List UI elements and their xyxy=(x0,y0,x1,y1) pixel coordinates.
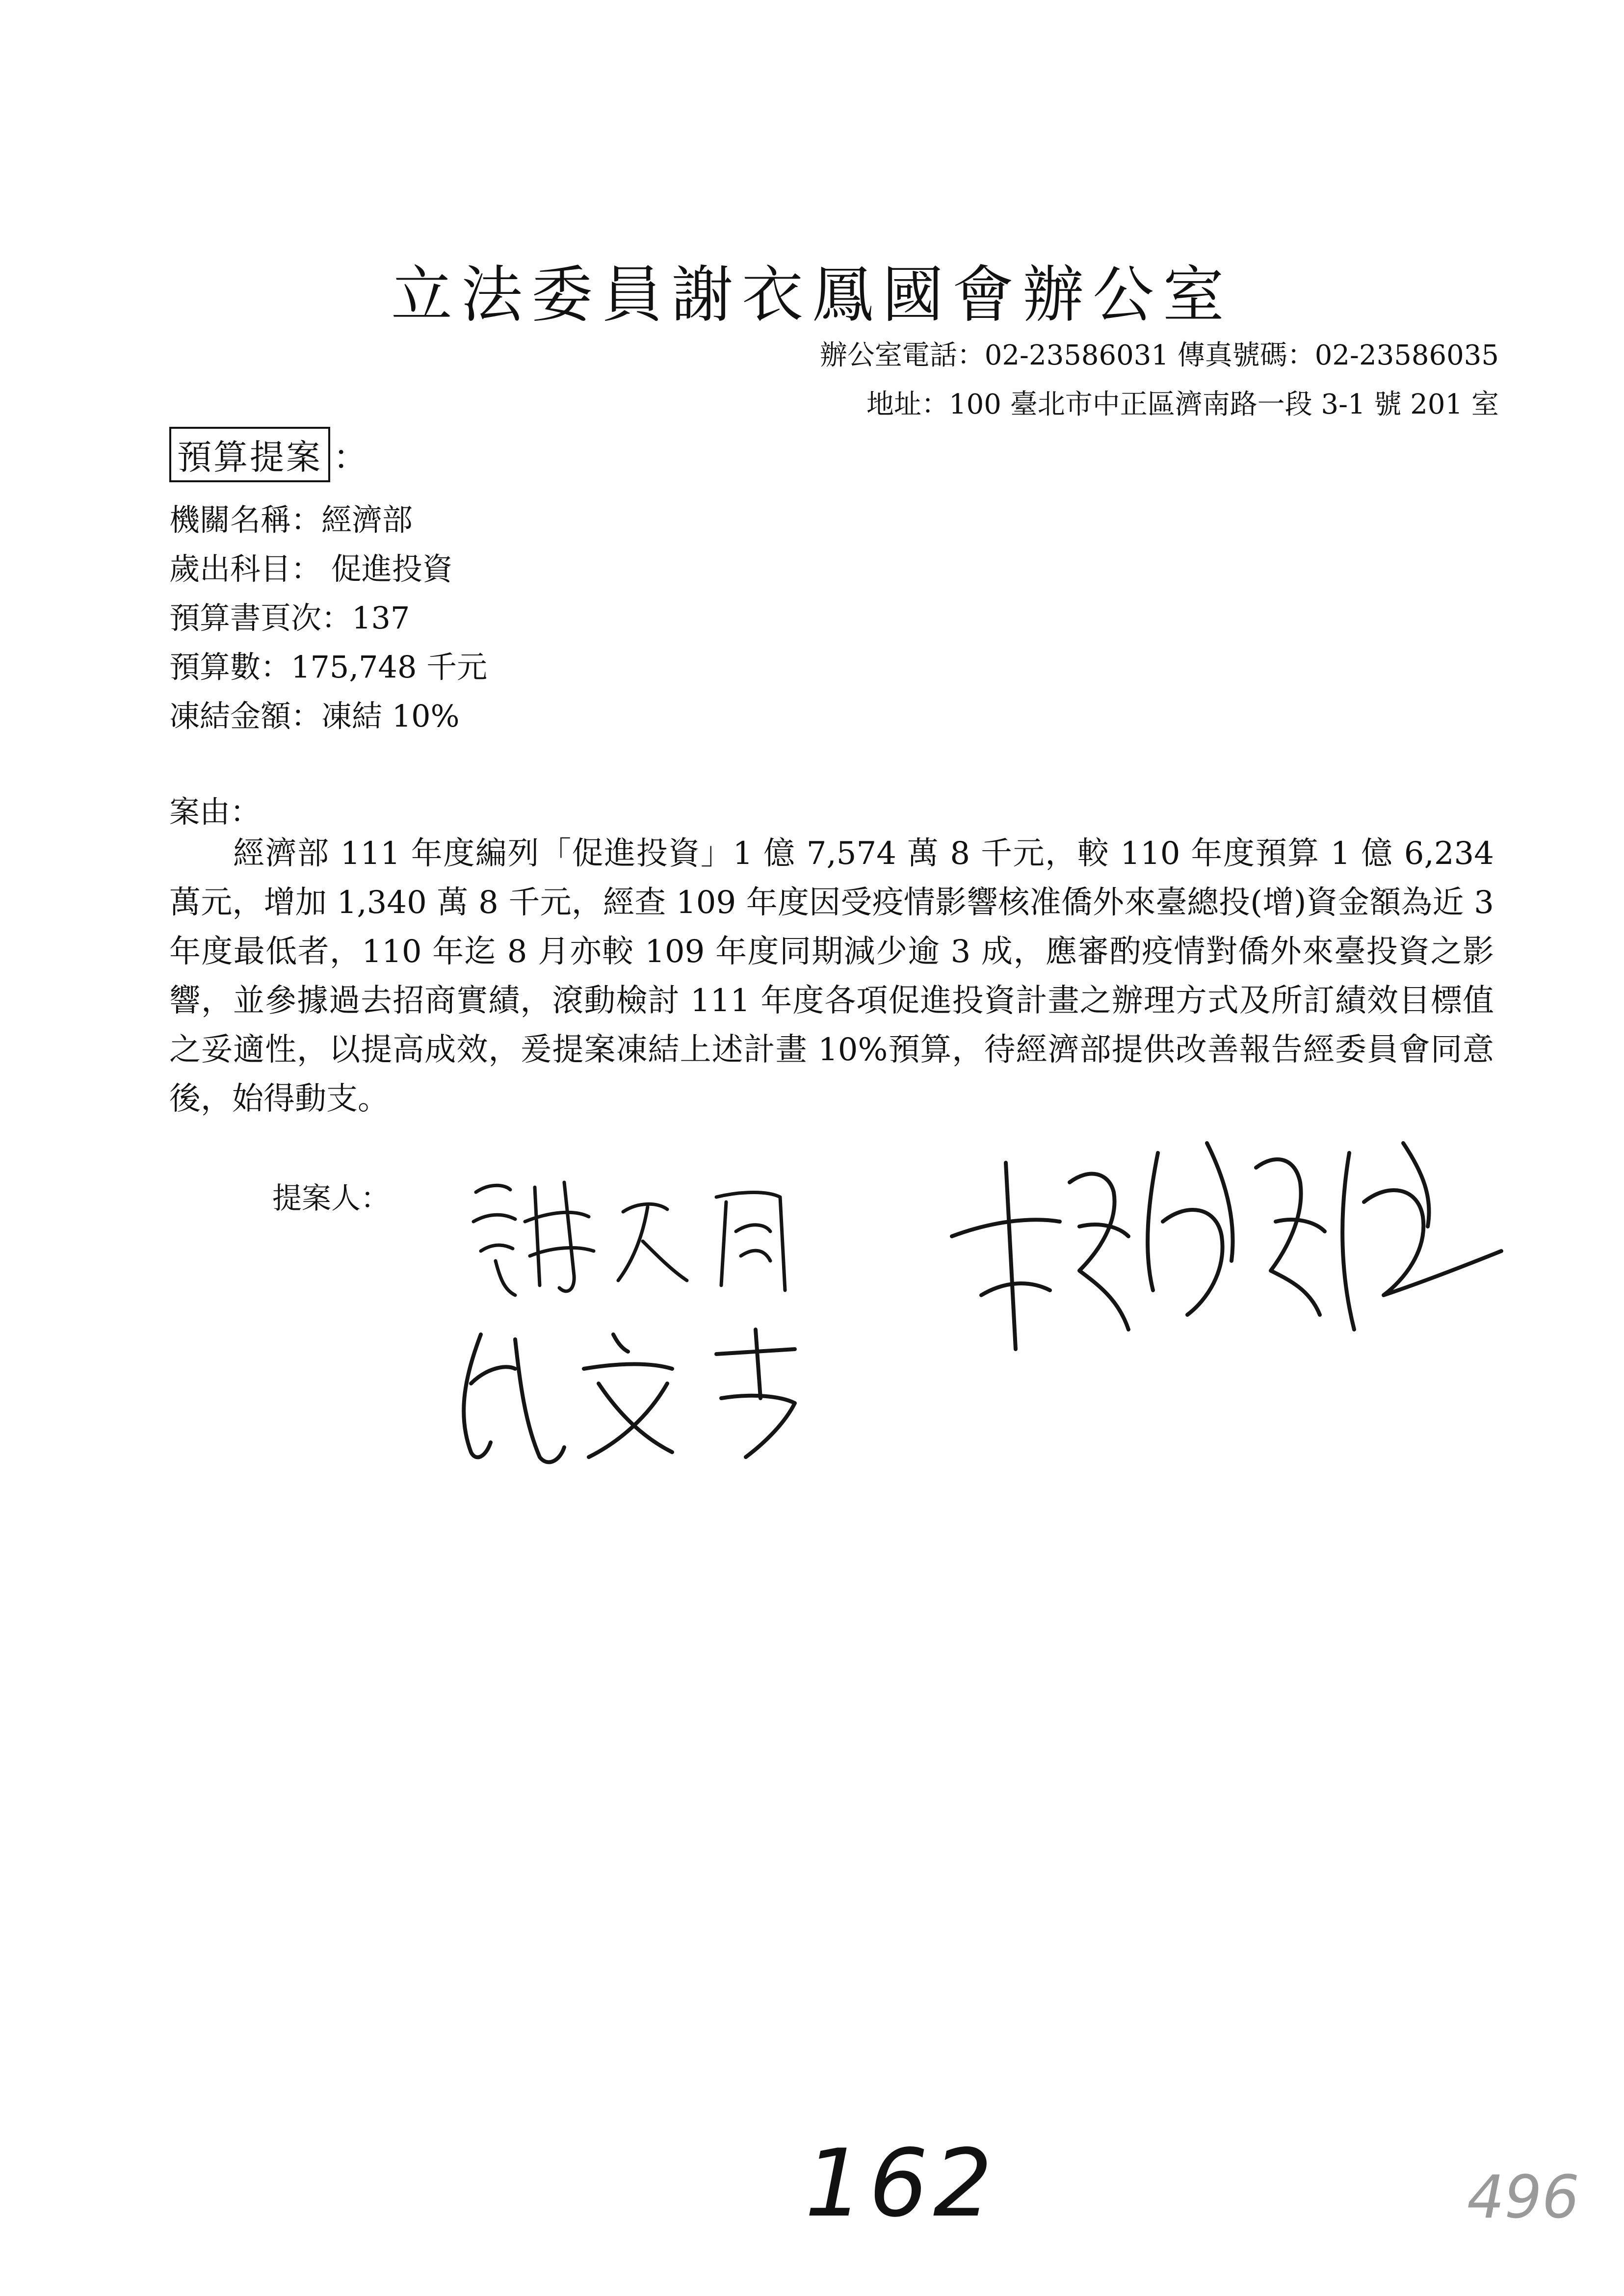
office-title: 立法委員謝衣鳳國會辦公室 xyxy=(391,260,1233,331)
reason-text: 經濟部 111 年度編列「促進投資」1 億 7,574 萬 8 千元，較 110 年度預算 1 億 6,234 萬元，增加 1,340 萬 8 千元，經查 109 年度因受疫情影響核准僑外來臺總投(增)資金額為近 3 年度最低者，110 年迄 8 月亦較 109 年度同期減少逾 3 成，應審酌疫情對僑外來臺投資之影響，並參據過去招商實績，滾動檢討 111 年度各項促進投資計畫之辦理方式及所訂績效目標值之妥適性，以提高成效，爰提案凍結上述計畫 10%預算，待經濟部提供改善報告經委員會同意後，始得動支。 xyxy=(169,835,1494,1117)
reason-label: 案由： xyxy=(169,794,261,830)
contact-address-line: 地址：100 臺北市中正區濟南路一段 3-1 號 201 室 xyxy=(866,389,1499,420)
signature-1 xyxy=(461,1163,834,1310)
proposal-type-tag xyxy=(169,427,367,482)
proposer-label: 提案人： xyxy=(272,1181,390,1216)
faint-page-number: 496 xyxy=(1467,2164,1580,2232)
handwritten-page-number: 162 xyxy=(805,2129,997,2238)
signature-3 xyxy=(932,1123,1521,1379)
field-budget-page: 預算書頁次：137 xyxy=(169,600,410,636)
field-expenditure-item: 歲出科目： 促進投資 xyxy=(169,551,453,587)
signature-2 xyxy=(442,1315,834,1477)
contact-phone-line: 辦公室電話：02-23586031 傳真號碼：02-23586035 xyxy=(819,339,1499,371)
field-agency: 機關名稱：經濟部 xyxy=(169,502,413,538)
field-freeze-amount: 凍結金額：凍結 10% xyxy=(169,698,460,734)
proposal-type-colon: ： xyxy=(333,437,367,477)
field-budget-amount: 預算數：175,748 千元 xyxy=(169,649,488,685)
proposal-type-box: 預算提案 xyxy=(169,427,330,482)
